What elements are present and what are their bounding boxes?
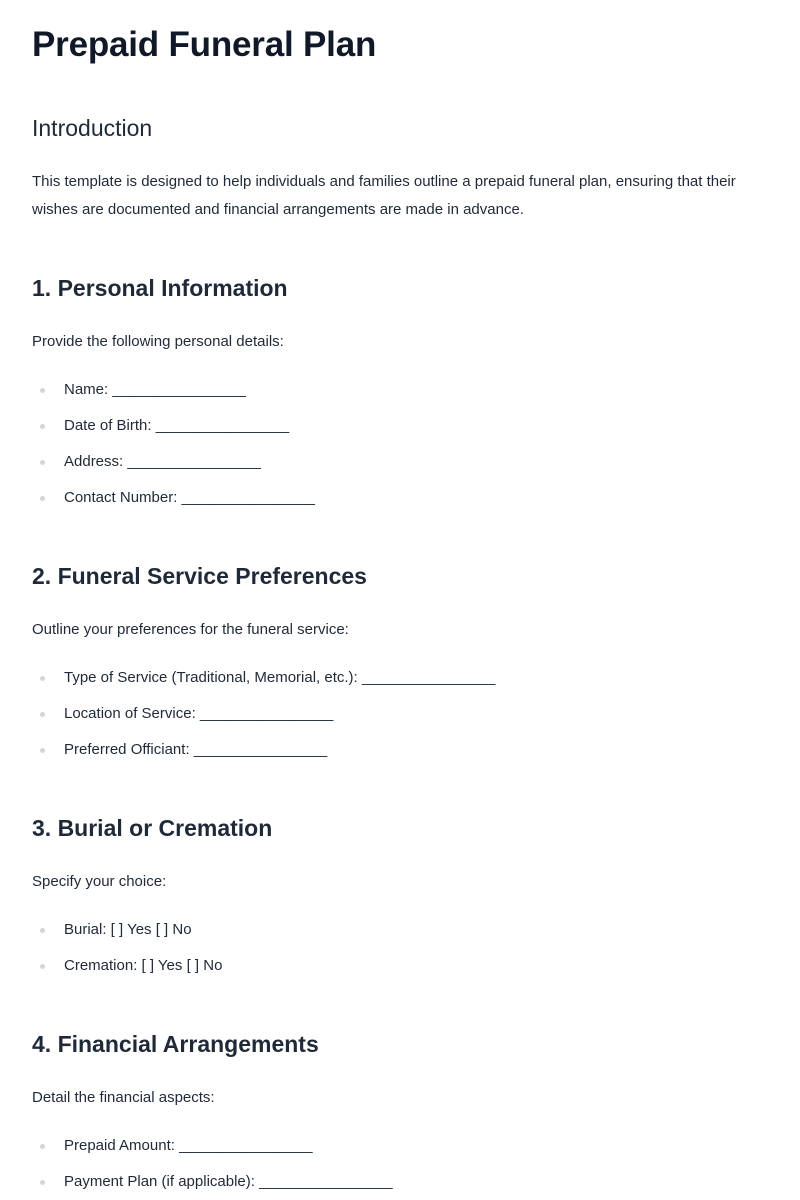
bullet-icon [40,460,45,465]
list-item-text: Prepaid Amount: ________________ [64,1137,313,1154]
list-item-text: Contact Number: ________________ [64,489,316,506]
bullet-icon [40,388,45,393]
section-personal-information-description: Provide the following personal details: [32,333,284,350]
section-financial-arrangements-heading: 4. Financial Arrangements [32,1031,319,1057]
list-item-text: Address: ________________ [64,453,261,470]
bullet-icon [40,424,45,429]
section-funeral-service-preferences-heading: 2. Funeral Service Preferences [32,563,367,589]
list-item-text: Location of Service: ________________ [64,705,334,722]
intro-paragraph: This template is designed to help individuals and families outline a prepaid funeral plan, ensuring that their wishes are documented and financial arrangements are made in advance. [32,173,736,218]
bullet-icon [40,1180,45,1185]
page-title: Prepaid Funeral Plan [32,25,377,64]
bullet-icon [40,928,45,933]
bullet-icon [40,496,45,501]
section-financial-arrangements-description: Detail the financial aspects: [32,1089,215,1106]
section-burial-or-cremation-heading: 3. Burial or Cremation [32,815,273,841]
bullet-icon [40,712,45,717]
list-item-text: Name: ________________ [64,381,246,398]
list-item-text: Cremation: [ ] Yes [ ] No [64,957,223,974]
bullet-icon [40,676,45,681]
list-item-text: Payment Plan (if applicable): ________________ [64,1173,393,1190]
list-item-text: Date of Birth: ________________ [64,417,290,434]
section-funeral-service-preferences-description: Outline your preferences for the funeral service: [32,621,349,638]
bullet-icon [40,748,45,753]
intro-heading: Introduction [32,115,153,141]
bullet-icon [40,964,45,969]
section-burial-or-cremation-description: Specify your choice: [32,873,167,890]
list-item-text: Burial: [ ] Yes [ ] No [64,921,192,938]
list-item-text: Type of Service (Traditional, Memorial, etc.): ________________ [64,669,496,686]
section-personal-information-heading: 1. Personal Information [32,275,288,301]
bullet-icon [40,1144,45,1149]
list-item-text: Preferred Officiant: ________________ [64,741,328,758]
